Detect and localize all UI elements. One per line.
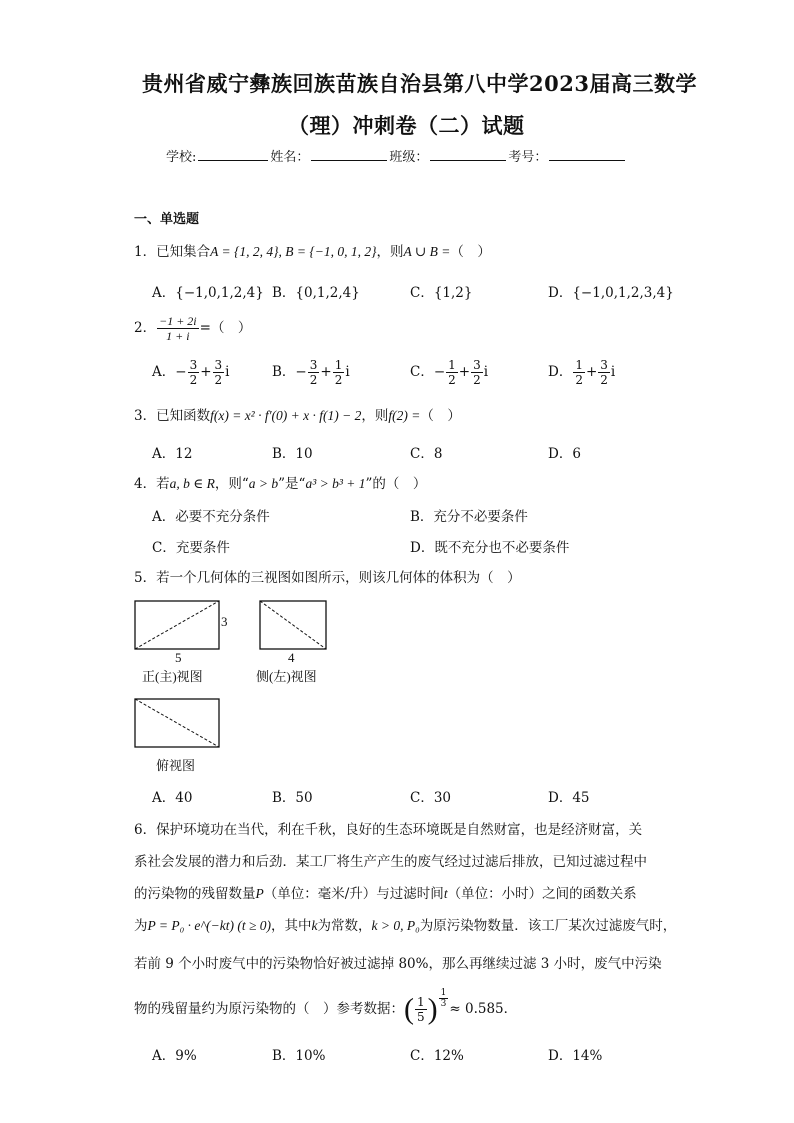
student-info-row (166, 146, 627, 165)
q2b-frac2 (333, 358, 345, 387)
q2c-sign: − (433, 364, 446, 380)
q1-prefix: 1．已知集合 (134, 244, 211, 260)
q3-option-d[interactable]: D．6 (548, 446, 581, 462)
q3-mid: ，则 (361, 408, 389, 424)
q1-option-d[interactable]: D．{−1,0,1,2,3,4} (548, 285, 674, 301)
id-label: 考号： (508, 150, 548, 165)
q6-ref-exp-num: 1 (440, 988, 447, 998)
q4-option-d[interactable]: D．既不充分也不必要条件 (410, 540, 570, 556)
q2c-label: C． (410, 364, 434, 380)
question-3 (134, 404, 461, 424)
top-view-caption: 俯视图 (156, 758, 196, 773)
q3-option-c[interactable]: C．8 (410, 446, 443, 462)
q2b-d2: 2 (334, 373, 343, 387)
q2d-d1: 2 (575, 373, 583, 387)
top-view-dashed-diagonal (135, 699, 219, 747)
q2c-n1: 1 (448, 358, 456, 372)
q4-mid: ，则“ (214, 476, 249, 492)
id-blank[interactable] (549, 148, 625, 161)
q3-option-a[interactable]: A．12 (152, 446, 193, 462)
q1-option-b[interactable]: B．{0,1,2,4} (272, 285, 360, 301)
q6-l4-cond: k > 0, P₀ (371, 918, 420, 933)
q1-sets: A = {1, 2, 4}, B = {−1, 0, 1, 2} (210, 244, 377, 259)
question-5: 5．若一个几何体的三视图如图所示，则该几何体的体积为（ ） (134, 570, 521, 586)
q2b-tail: i (345, 364, 350, 380)
q6-l4-a: 为 (134, 918, 148, 934)
q6-l3-a: 的污染物的残留数量 (134, 886, 256, 902)
q5-option-d[interactable]: D．45 (548, 790, 590, 806)
q2-option-c[interactable] (410, 358, 488, 387)
q2b-d1: 2 (309, 373, 318, 387)
q2a-frac2 (213, 358, 225, 387)
q2d-n1: 1 (575, 358, 583, 372)
q3-option-b[interactable]: B．10 (272, 446, 313, 462)
q2c-op: + (458, 364, 471, 380)
q2a-op: + (200, 364, 212, 380)
q2c-frac1 (446, 358, 458, 387)
class-blank[interactable] (430, 148, 506, 161)
q2-option-d[interactable] (548, 358, 615, 387)
front-view-width-label: 5 (175, 650, 182, 665)
q2-eq: = (199, 320, 211, 336)
q2d-d2: 2 (600, 373, 608, 387)
q4-cond1: a > b (248, 476, 279, 491)
q1-option-a[interactable]: A．{−1,0,1,2,4} (152, 285, 264, 301)
side-view-caption: 侧(左)视图 (256, 669, 317, 684)
q6-line-1: 6．保护环境功在当代，利在千秋，良好的生态环境既是自然财富，也是经济财富，关 (134, 822, 643, 838)
q6-option-b[interactable]: B．10% (272, 1048, 326, 1064)
front-view-caption: 正(主)视图 (142, 669, 203, 684)
q4-expr: a, b ∈ R (169, 476, 215, 491)
q6-ref-val: ≈ 0.585． (449, 1001, 518, 1017)
side-view-dashed-diagonal (260, 601, 326, 649)
q2c-frac2 (471, 358, 483, 387)
q6-ref-frac (415, 995, 427, 1024)
front-view-dashed-diagonal (135, 601, 219, 649)
q6-ref-exponent (439, 988, 449, 1009)
q5-option-b[interactable]: B．50 (272, 790, 313, 806)
q4-option-b[interactable]: B．充分不必要条件 (410, 509, 528, 525)
q2b-label: B． (272, 364, 296, 380)
q2b-n2: 1 (334, 358, 343, 372)
q5-option-a[interactable]: A．40 (152, 790, 193, 806)
q4-option-a[interactable]: A．必要不充分条件 (152, 509, 270, 525)
q6-ref-lparen: ( (404, 992, 414, 1026)
q1-mid: ，则 (376, 244, 404, 260)
q2-num: 2． (134, 320, 157, 336)
q2a-d2: 2 (214, 373, 223, 387)
q6-line-3 (134, 882, 637, 902)
q2a-tail: i (225, 364, 230, 380)
q1-expr: A ∪ B = (403, 244, 451, 259)
q4-tail: ”的（ ） (365, 476, 427, 492)
q6-l4-formula: P = P₀ · e^(−kt) (t ≥ 0) (147, 918, 271, 933)
section-title: 一、单选题 (134, 212, 200, 227)
q2c-n2: 3 (473, 358, 481, 372)
q2b-sign: − (295, 364, 307, 380)
school-blank[interactable] (198, 148, 268, 161)
q6-l6-a: 物的残留量约为原污染物的（ ）参考数据： (134, 1001, 404, 1017)
q6-ref-num: 1 (417, 995, 425, 1009)
front-view-height-label: 3 (221, 614, 228, 629)
q1-option-c[interactable]: C．{1,2} (410, 285, 473, 301)
page-title-line-2: （理）冲刺卷（二）试题 (288, 113, 525, 138)
q2d-n2: 3 (600, 358, 608, 372)
q6-l4-b: ，其中 (270, 918, 312, 934)
q6-l4-c: 为常数， (317, 918, 372, 934)
q1-paren: （ ） (450, 244, 491, 260)
side-view-width-label: 4 (288, 650, 295, 665)
q6-l3-t: t (443, 886, 448, 901)
q3-expr: f(x) = x² · f′(0) + x · f(1) − 2 (210, 408, 362, 423)
q2b-n1: 3 (309, 358, 318, 372)
q2a-n2: 3 (214, 358, 223, 372)
q2d-label: D． (548, 364, 573, 380)
q2b-frac1 (308, 358, 320, 387)
q2c-d2: 2 (473, 373, 481, 387)
q6-l4-d: 为原污染物数量．该工厂某次过滤废气时， (419, 918, 677, 934)
q2-fraction (157, 314, 199, 343)
q6-line-5: 若前 9 个小时废气中的污染物恰好被过滤掉 80%，那么再继续过滤 3 小时，废气中污染 (134, 956, 662, 972)
q6-l3-c: （单位：小时）之间的函数关系 (447, 886, 637, 902)
q3-prefix: 3．已知函数 (134, 408, 211, 424)
q2d-tail: i (610, 364, 616, 380)
q2a-label: A． (152, 364, 176, 380)
q2a-frac1 (188, 358, 200, 387)
question-2 (134, 314, 251, 343)
q6-line-4 (134, 914, 676, 934)
q3-paren: （ ） (420, 408, 461, 424)
q2d-op: + (585, 364, 598, 380)
q6-line-6 (134, 988, 517, 1025)
q2a-sign: − (175, 364, 187, 380)
q2-option-b[interactable] (272, 358, 350, 387)
q2d-frac1 (573, 358, 585, 387)
side-view-diagram (257, 598, 331, 654)
q2-option-a[interactable] (152, 358, 229, 387)
top-view-diagram (132, 696, 224, 752)
name-blank[interactable] (311, 148, 387, 161)
q2a-n1: 3 (189, 358, 198, 372)
q6-ref-exp-den: 3 (440, 999, 447, 1009)
q4-prefix: 4．若 (134, 476, 170, 492)
q6-ref-den: 5 (417, 1010, 425, 1024)
q6-option-d[interactable]: D．14% (548, 1048, 603, 1064)
q6-ref-rparen: ) (427, 992, 438, 1026)
q2-frac-den: 1 + i (166, 329, 190, 343)
page-title-line-1: 贵州省威宁彝族回族苗族自治县第八中学2023届高三数学 (142, 71, 697, 96)
q3-expr2: f(2) = (388, 408, 421, 423)
q2c-d1: 2 (448, 373, 456, 387)
q6-line-2: 系社会发展的潜力和后劲．某工厂将生产产生的废气经过过滤后排放，已知过滤过程中 (134, 854, 647, 870)
q2-paren: （ ） (210, 320, 252, 336)
q2d-frac2 (598, 358, 610, 387)
q4-mid2: ”是“ (278, 476, 306, 492)
question-4 (134, 472, 426, 492)
q4-option-c[interactable]: C．充要条件 (152, 540, 230, 556)
q4-cond2: a³ > b³ + 1 (305, 476, 366, 491)
q2c-tail: i (483, 364, 489, 380)
class-label: 班级： (389, 150, 429, 165)
q2-frac-num: −1 + 2i (159, 314, 197, 328)
q2b-op: + (320, 364, 332, 380)
q6-option-c[interactable]: C．12% (410, 1048, 464, 1064)
name-label: 姓名： (270, 150, 310, 165)
q6-l3-b: （单位：毫米/升）与过滤时间 (263, 886, 444, 902)
question-1 (134, 240, 491, 260)
q6-l4-k: k (311, 918, 318, 933)
q2a-d1: 2 (189, 373, 198, 387)
q6-l3-P: P (255, 886, 264, 901)
q5-option-c[interactable]: C．30 (410, 790, 452, 806)
school-label: 学校: (166, 150, 197, 165)
q6-option-a[interactable]: A．9% (152, 1048, 197, 1064)
